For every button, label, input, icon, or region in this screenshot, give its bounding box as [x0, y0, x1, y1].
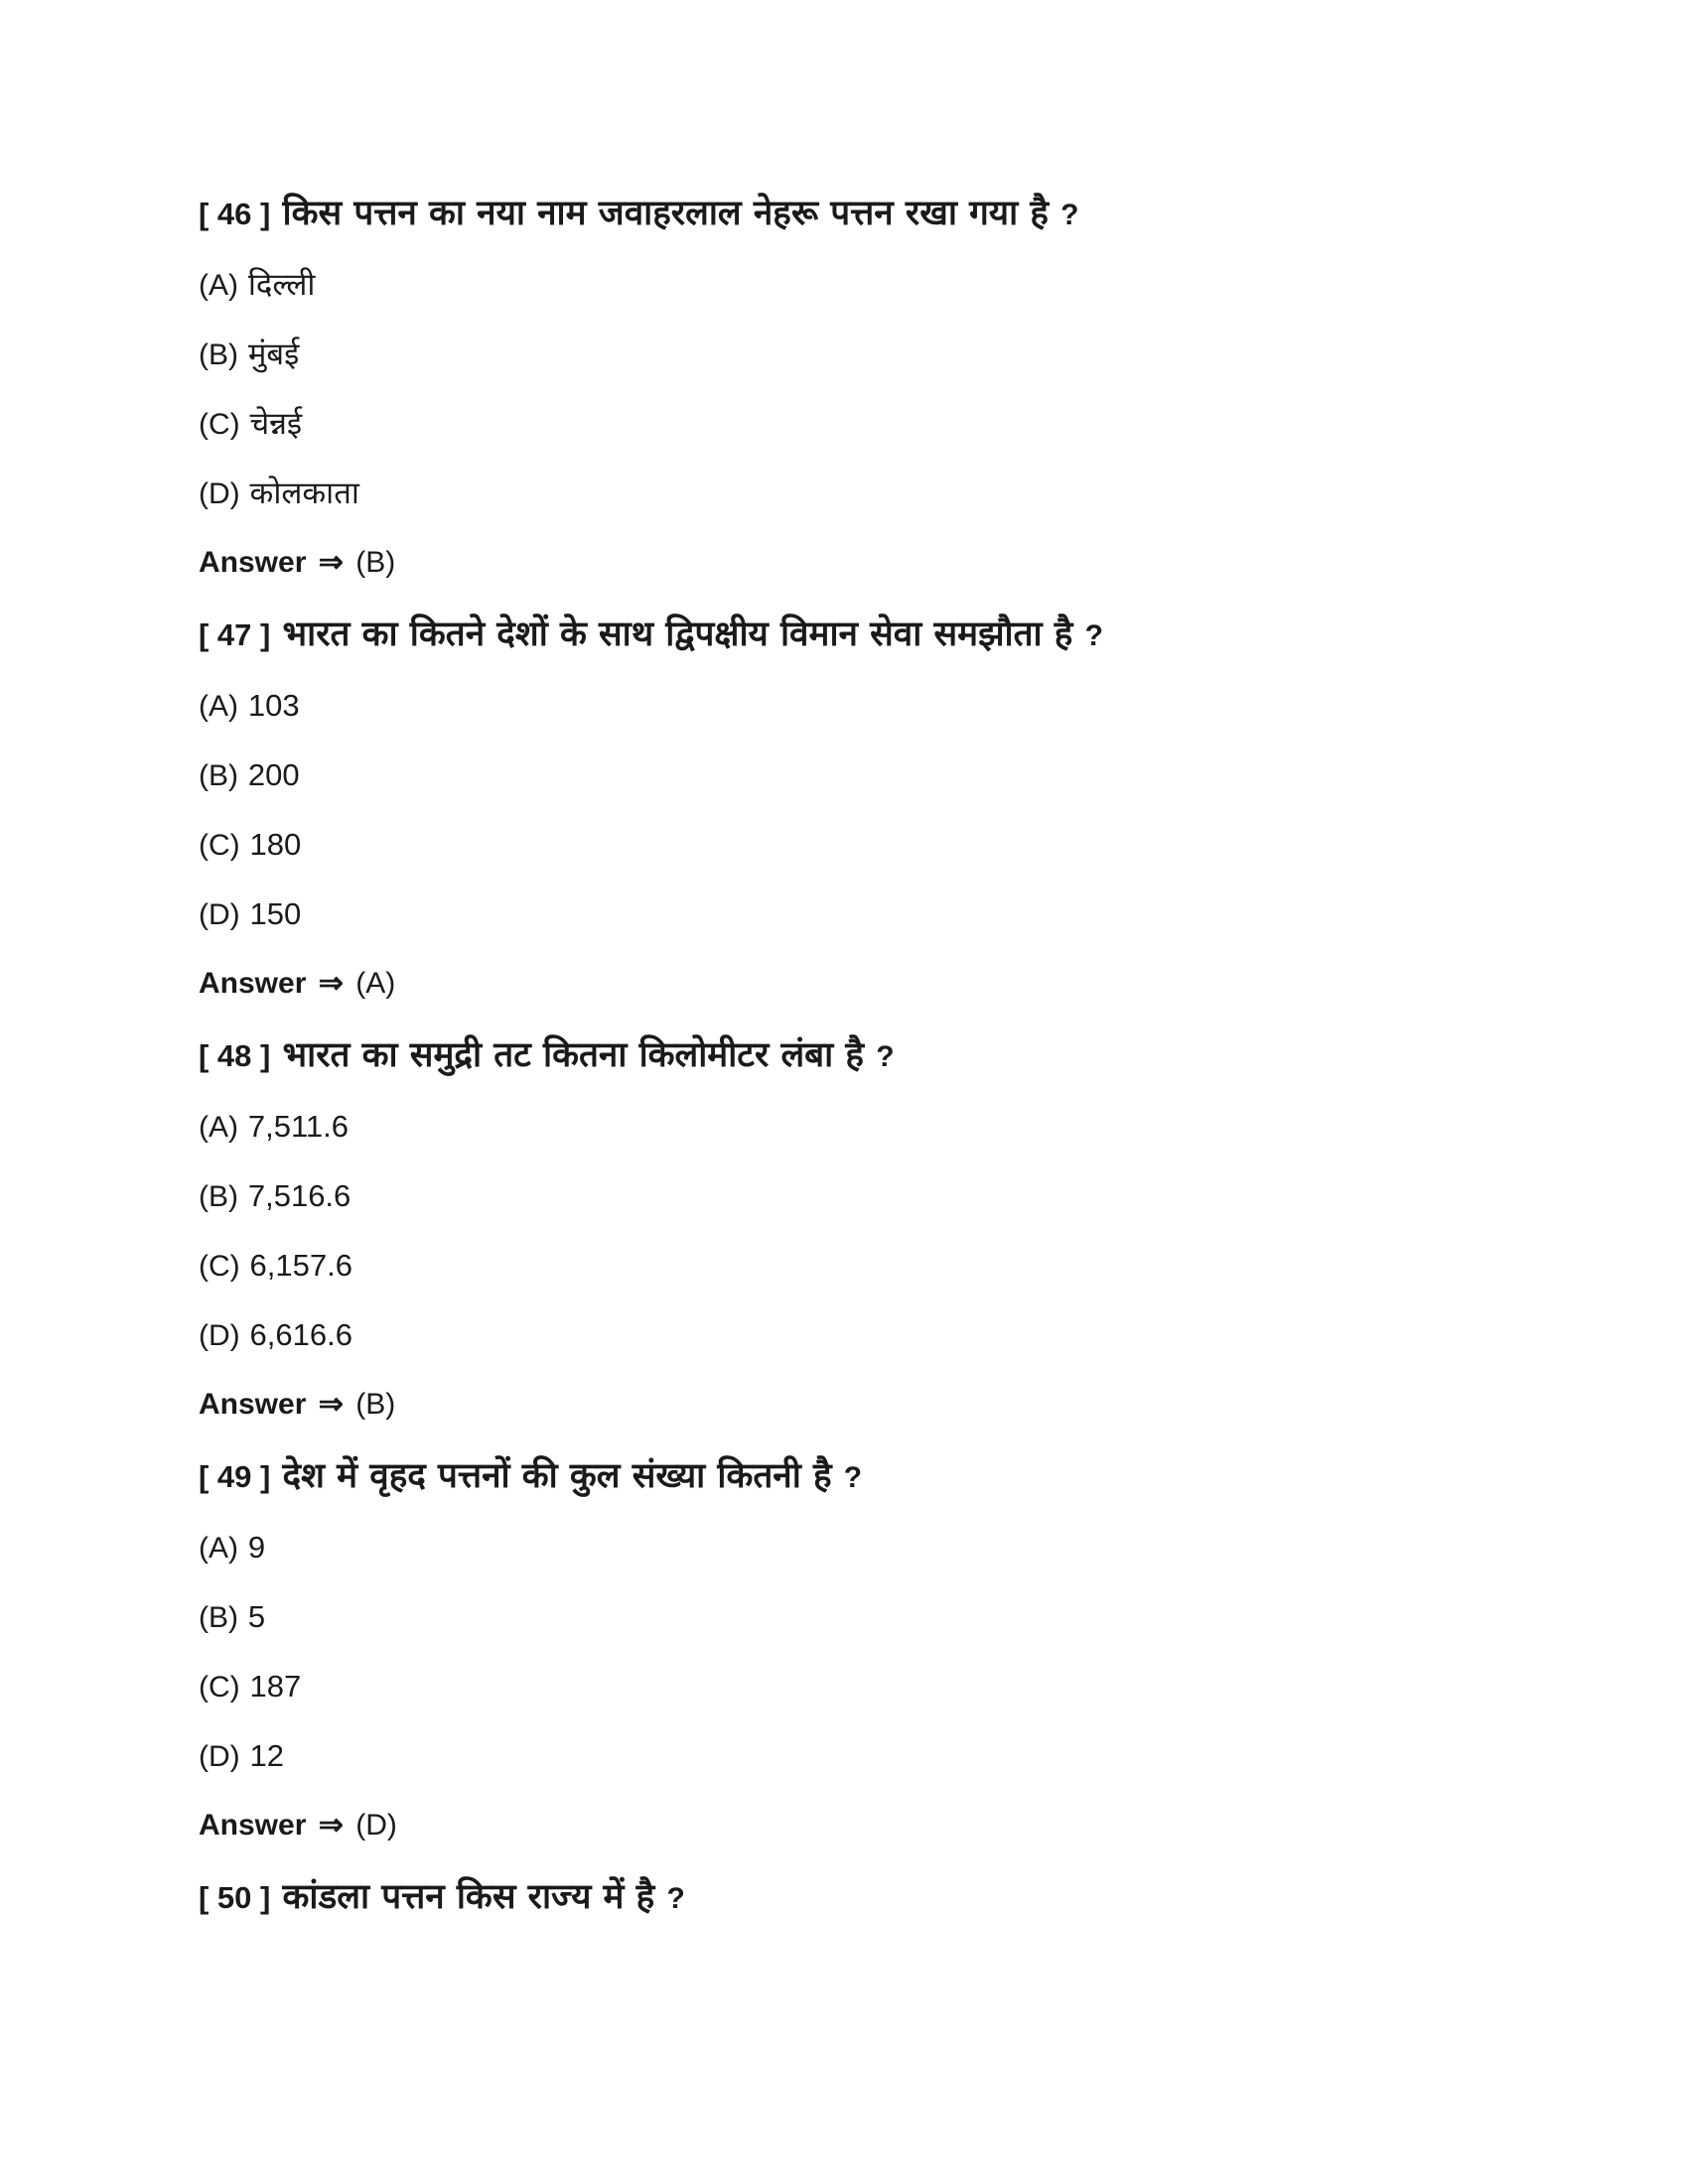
answer-arrow-icon: ⇒	[318, 1809, 344, 1842]
option-letter: (A)	[199, 1111, 238, 1144]
option-letter: (D)	[199, 478, 240, 510]
option-text: 7,511.6	[247, 1109, 349, 1144]
answer-arrow-icon: ⇒	[318, 967, 344, 1000]
option-letter: (B)	[199, 1601, 238, 1634]
question-mark: ?	[1084, 619, 1103, 652]
answer-label: Answer	[199, 1809, 307, 1842]
option-b	[199, 1171, 1489, 1221]
answer-line	[199, 1801, 1489, 1850]
option-text: 5	[247, 1599, 266, 1634]
question-heading	[199, 189, 1489, 238]
option-text: 103	[247, 688, 300, 723]
option-list	[199, 260, 1489, 518]
option-letter: (C)	[199, 1671, 240, 1704]
option-d	[199, 1731, 1489, 1781]
option-text: दिल्ली	[247, 267, 316, 303]
question-text: कांडला पत्तन किस राज्य में है	[282, 1877, 655, 1917]
option-text: 187	[249, 1669, 302, 1704]
question-block-46	[199, 189, 1489, 588]
question-block-48	[199, 1030, 1489, 1430]
answer-value: (D)	[355, 1809, 397, 1842]
question-mark: ?	[843, 1461, 863, 1494]
option-text: 9	[247, 1530, 266, 1565]
question-number: [ 50 ]	[199, 1880, 271, 1915]
question-text: किस पत्तन का नया नाम जवाहरलाल नेहरू पत्तन रखा गया है	[282, 194, 1049, 233]
option-letter: (A)	[199, 690, 238, 723]
option-text: 6,157.6	[249, 1248, 352, 1283]
option-letter: (D)	[199, 898, 240, 931]
question-mark: ?	[1060, 199, 1079, 231]
option-letter: (C)	[199, 1250, 240, 1283]
answer-value: (A)	[355, 967, 396, 1000]
option-b	[199, 330, 1489, 379]
question-heading	[199, 1030, 1489, 1080]
question-heading	[199, 610, 1489, 659]
option-letter: (A)	[199, 1532, 238, 1565]
option-letter: (C)	[199, 829, 240, 862]
option-list	[199, 681, 1489, 939]
question-text: भारत का समुद्री तट कितना किलोमीटर लंबा है	[282, 1035, 864, 1075]
option-d	[199, 469, 1489, 518]
question-block-47	[199, 610, 1489, 1009]
question-text: भारत का कितने देशों के साथ द्विपक्षीय विमान सेवा समझौता है	[282, 614, 1073, 654]
option-text: 6,616.6	[249, 1317, 352, 1352]
question-number: [ 47 ]	[199, 617, 271, 652]
option-letter: (B)	[199, 759, 238, 792]
option-list	[199, 1102, 1489, 1360]
question-heading	[199, 1872, 1489, 1922]
option-letter: (B)	[199, 339, 238, 371]
answer-value: (B)	[355, 1388, 396, 1421]
option-c	[199, 820, 1489, 870]
answer-label: Answer	[199, 967, 307, 1000]
option-b	[199, 1592, 1489, 1642]
option-list	[199, 1523, 1489, 1781]
question-text: देश में वृहद पत्तनों की कुल संख्या कितनी है	[282, 1456, 832, 1496]
answer-label: Answer	[199, 1388, 307, 1421]
option-text: 200	[247, 757, 300, 792]
question-heading	[199, 1451, 1489, 1501]
option-text: 7,516.6	[247, 1178, 352, 1213]
option-b	[199, 751, 1489, 800]
option-text: 150	[249, 896, 302, 931]
question-number: [ 49 ]	[199, 1459, 271, 1494]
answer-line	[199, 959, 1489, 1009]
answer-label: Answer	[199, 546, 307, 579]
question-number: [ 46 ]	[199, 197, 271, 231]
option-text: मुंबई	[247, 337, 300, 372]
option-text: चेन्नई	[249, 406, 303, 442]
option-d	[199, 1310, 1489, 1360]
option-letter: (B)	[199, 1180, 238, 1213]
option-a	[199, 260, 1489, 310]
option-text: कोलकाता	[249, 476, 359, 511]
option-a	[199, 681, 1489, 731]
option-text: 12	[249, 1738, 284, 1773]
question-mark: ?	[666, 1882, 685, 1915]
answer-line	[199, 1380, 1489, 1430]
option-c	[199, 399, 1489, 449]
option-letter: (D)	[199, 1740, 240, 1773]
option-letter: (D)	[199, 1319, 240, 1352]
option-letter: (A)	[199, 269, 238, 302]
question-list	[199, 189, 1489, 1944]
answer-value: (B)	[355, 546, 396, 579]
option-a	[199, 1523, 1489, 1572]
option-c	[199, 1241, 1489, 1291]
question-mark: ?	[876, 1040, 895, 1073]
option-a	[199, 1102, 1489, 1152]
question-block-49	[199, 1451, 1489, 1850]
question-block-50	[199, 1872, 1489, 1922]
answer-arrow-icon: ⇒	[318, 546, 344, 579]
answer-line	[199, 538, 1489, 588]
answer-arrow-icon: ⇒	[318, 1388, 344, 1421]
option-text: 180	[249, 827, 302, 862]
question-number: [ 48 ]	[199, 1038, 271, 1073]
option-c	[199, 1662, 1489, 1711]
option-letter: (C)	[199, 408, 240, 441]
option-d	[199, 889, 1489, 939]
